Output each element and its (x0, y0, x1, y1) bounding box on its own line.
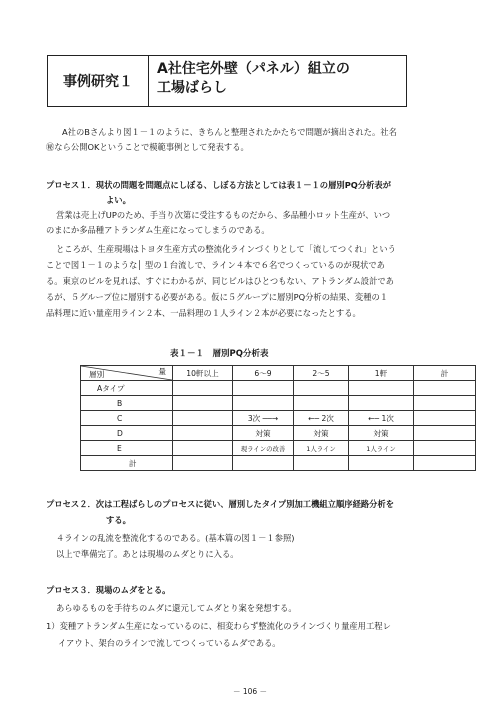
title-line-2: 工場ばらし (157, 80, 227, 96)
process1-line-7: 品料理に近い量産用ライン２本、一品料理の１人ライン２本が必要になったとする。 (46, 308, 361, 318)
process2-heading: プロセス２．次は工程ばらしのプロセスに従い、層別したタイプ別加工機組立順序経路分析を (46, 499, 395, 509)
table-row (81, 411, 476, 426)
table-cell (173, 381, 233, 396)
intro-line-2: ㊙なら公開OKということで模範事例として発表する。 (46, 142, 249, 152)
column-header: 1軒 (349, 366, 414, 381)
header-quantity: 量 (158, 367, 166, 376)
table-cell (173, 411, 233, 426)
column-header: 計 (414, 366, 476, 381)
process3-line-1: あらゆるものを手待ちのムダに還元してムダとり案を発想する。 (56, 603, 297, 613)
page-number: － 106 － (232, 687, 268, 696)
table-cell: ←─ 1次 (349, 411, 414, 426)
table-row (81, 456, 476, 471)
table-cell (173, 396, 233, 411)
process1-line-1: 営業は売上げUPのため、手当り次第に受注するものだから、多品種小ロット生産が、いつ (56, 210, 391, 220)
table-cell (233, 381, 294, 396)
table-cell (414, 441, 476, 456)
row-label: D (81, 426, 173, 441)
table-cell (414, 381, 476, 396)
table-cell: 対策 (294, 426, 349, 441)
process1-line-4: ことで図１－１のような│ 型の１台流しで、ライン４本で６名でつくっているのが現状であ (46, 260, 385, 270)
table-row (81, 396, 476, 411)
row-label: 計 (81, 456, 173, 471)
process2-line-1: ４ラインの乱流を整流化するのである。(基本篇の図１－１参照) (56, 533, 295, 543)
table-cell: 3次 ──→ (233, 411, 294, 426)
row-label: C (81, 411, 173, 426)
title-box (47, 55, 407, 107)
table-caption: 表１－１ 層別PQ分析表 (170, 349, 269, 359)
process1-line-3: ところが、生産現場はトヨタ生産方式の整流化ラインづくりとして「流してつくれ」という (56, 244, 396, 254)
column-header: 2～5 (294, 366, 349, 381)
process3-line-2: 1）変種アトランダム生産になっているのに、相変わらず整流化のラインづくり量産用工程レ (46, 621, 391, 631)
diagonal-header-cell (81, 366, 173, 381)
table-cell (349, 456, 414, 471)
table-cell: 現ラインの改善 (233, 441, 294, 456)
process3-line-3: イアウト、架台のラインで流してつくっているムダである。 (58, 638, 281, 648)
row-label: E (81, 441, 173, 456)
table-cell (233, 456, 294, 471)
table-cell (349, 381, 414, 396)
table-header-row (81, 366, 476, 381)
table-cell (349, 396, 414, 411)
table-cell (294, 456, 349, 471)
process1-heading: プロセス１．現状の問題を問題点にしぼる、しぼる方法としては表１－１の層別PQ分析表が (46, 180, 392, 190)
table-cell (173, 426, 233, 441)
table-cell (414, 456, 476, 471)
column-header: 10軒以上 (173, 366, 233, 381)
intro-line-1: A社のBさんより図１－１のように、きちんと整理されたかたちで問題が摘出された。社名 (62, 127, 397, 137)
table-cell (294, 381, 349, 396)
table-cell (414, 426, 476, 441)
table-row (81, 441, 476, 456)
process3-heading: プロセス３．現場のムダをとる。 (46, 585, 171, 595)
table-cell: 対策 (349, 426, 414, 441)
process2-line-2: 以上で準備完了。あとは現場のムダとりに入る。 (56, 549, 239, 559)
table-cell (294, 396, 349, 411)
process2-heading-cont: する。 (106, 515, 131, 525)
table-cell: ←─ 2次 (294, 411, 349, 426)
case-study-label: 事例研究１ (48, 56, 149, 106)
process1-line-6: るが、５グループ位に層別する必要がある。仮に５グループに層別PQ分析の結果、変種の１ (46, 292, 389, 302)
table-cell: 1人ライン (349, 441, 414, 456)
table-cell (173, 456, 233, 471)
table-cell: 対策 (233, 426, 294, 441)
header-layer: 層別 (89, 370, 105, 379)
pq-analysis-table (80, 365, 476, 471)
process1-line-5: る。東京のビルを見れば、すぐにわかるが、同じビルはひとつもない、アトランダム設計であ (46, 276, 394, 286)
table-row (81, 381, 476, 396)
table-cell (414, 411, 476, 426)
table-cell: 1人ライン (294, 441, 349, 456)
table-cell (233, 396, 294, 411)
process1-line-2: のまにか多品種アトランダム生産になってしまうのである。 (46, 225, 270, 235)
column-header: 6～9 (233, 366, 294, 381)
title-line-1: A社住宅外壁（パネル）組立の (157, 61, 350, 77)
row-label: Aタイプ (81, 381, 173, 396)
table-cell (173, 441, 233, 456)
table-row (81, 426, 476, 441)
page-title (149, 56, 406, 106)
table-cell (414, 396, 476, 411)
row-label: B (81, 396, 173, 411)
process1-heading-cont: よい。 (106, 195, 131, 205)
